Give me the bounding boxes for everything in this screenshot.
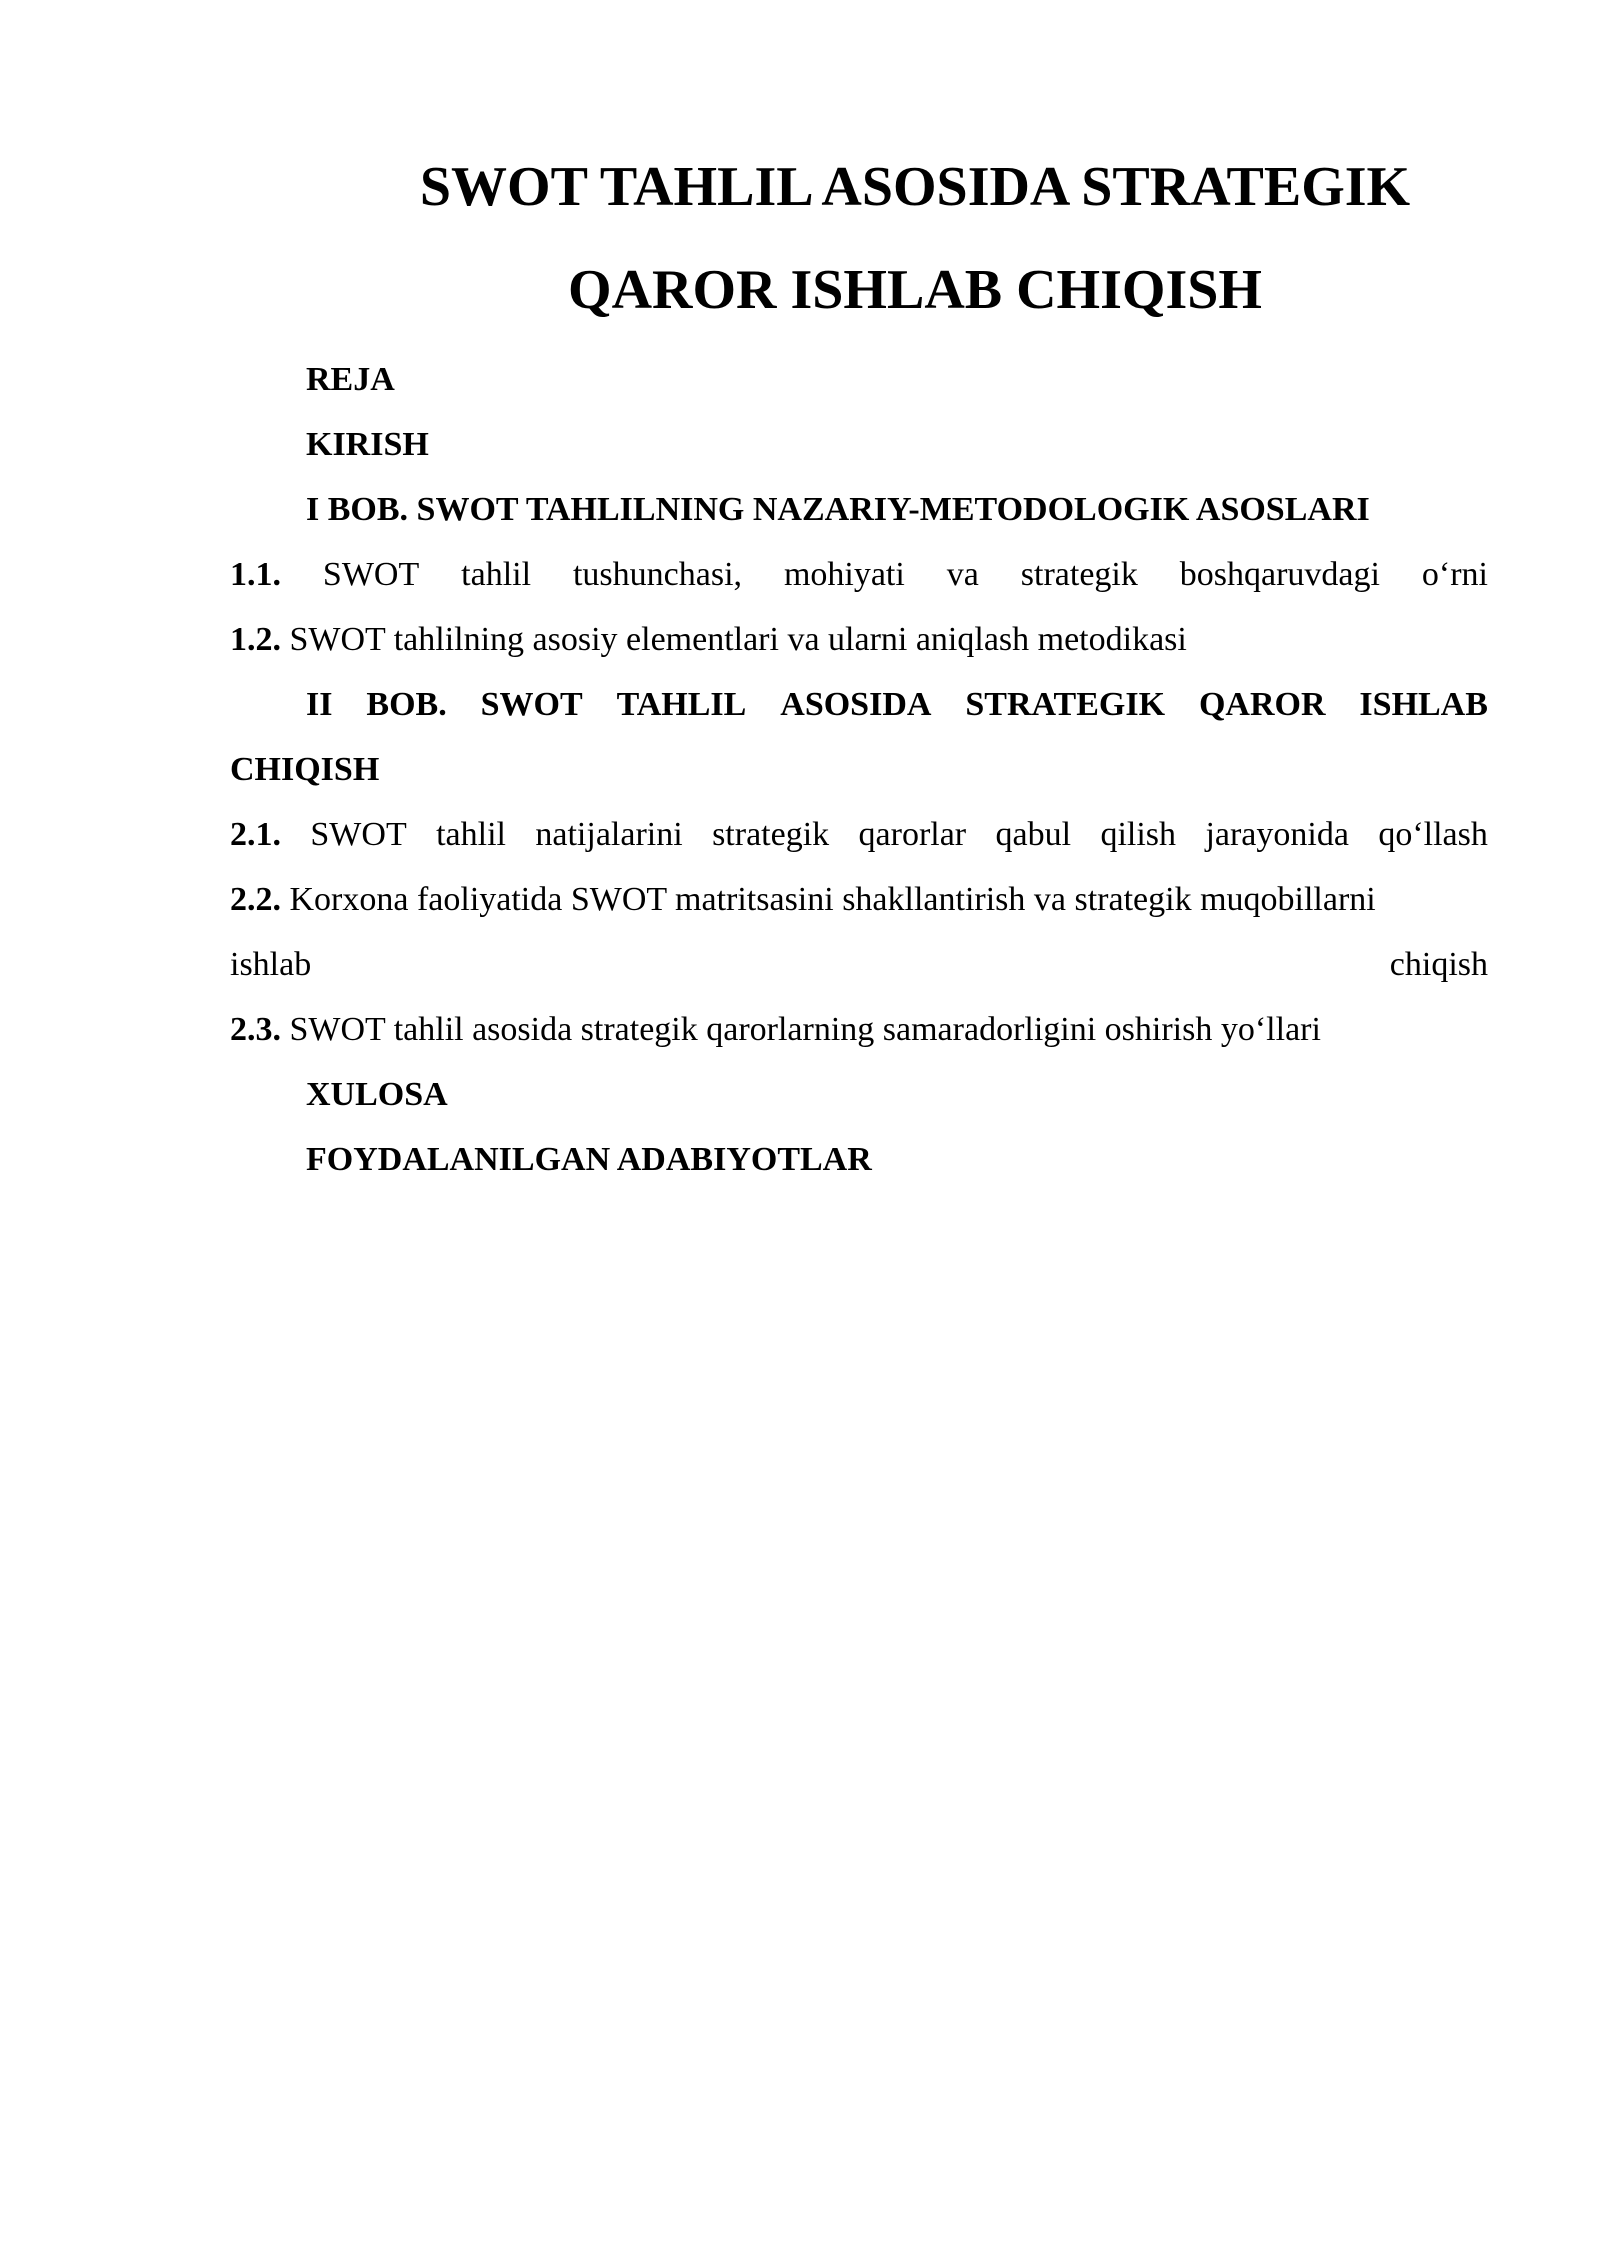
toc-chapter-1: I BOB. SWOT TAHLILNING NAZARIY-METODOLOGIK ASOSLARI <box>306 491 1370 528</box>
document-title-line-2: QAROR ISHLAB CHIQISH <box>568 259 1262 321</box>
toc-item-word: natijalarini <box>535 816 683 853</box>
toc-item-2-2 <box>230 880 1488 920</box>
toc-conclusion: XULOSA <box>306 1076 448 1113</box>
toc-item-2-1 <box>230 815 1488 855</box>
toc-item-word: chiqish <box>1389 946 1488 983</box>
toc-item-number: 2.2. <box>230 881 281 918</box>
toc-chapter-2 <box>306 685 1488 725</box>
toc-chapter-word: II <box>306 686 333 723</box>
toc-item-2-3 <box>230 1010 1488 1050</box>
toc-item-word: qabul <box>995 816 1072 853</box>
toc-item-word: qo‘llash <box>1378 816 1488 853</box>
toc-chapter-2-continued: CHIQISH <box>230 751 380 788</box>
toc-chapter-word: TAHLIL <box>616 686 747 723</box>
toc-chapter-word: STRATEGIK <box>965 686 1166 723</box>
toc-item-word: va <box>946 556 979 593</box>
toc-item-word: boshqaruvdagi <box>1179 556 1380 593</box>
toc-item-word: o‘rni <box>1421 556 1488 593</box>
toc-introduction: KIRISH <box>306 426 429 463</box>
toc-item-word: tahlil <box>436 816 506 853</box>
toc-item-text: SWOT tahlil asosida strategik qarorlarning samaradorligini oshirish yo‘llari <box>289 1011 1321 1048</box>
toc-chapter-word: QAROR <box>1198 686 1326 723</box>
toc-item-word: strategik <box>712 816 830 853</box>
toc-item-number: 1.2. <box>230 621 281 658</box>
toc-item-text: Korxona faoliyatida SWOT matritsasini shakllantirish va strategik muqobillarni <box>289 881 1376 918</box>
toc-chapter-word: BOB. <box>366 686 447 723</box>
toc-item-word: SWOT <box>322 556 420 593</box>
toc-item-word: tushunchasi, <box>572 556 743 593</box>
toc-item-number: 2.1. <box>230 816 281 853</box>
toc-chapter-word: ISHLAB <box>1359 686 1488 723</box>
document-title-line-1: SWOT TAHLIL ASOSIDA STRATEGIK <box>419 156 1411 218</box>
toc-item-number: 2.3. <box>230 1011 281 1048</box>
toc-references: FOYDALANILGAN ADABIYOTLAR <box>306 1141 872 1178</box>
toc-item-word: SWOT <box>310 816 407 853</box>
toc-item-word: jarayonida <box>1205 816 1349 853</box>
toc-item-2-2-continued <box>230 945 1488 985</box>
toc-item-word: mohiyati <box>783 556 905 593</box>
toc-item-word: qarorlar <box>858 816 967 853</box>
toc-chapter-word: ASOSIDA <box>780 686 932 723</box>
toc-item-word: tahlil <box>461 556 532 593</box>
toc-item-1-2 <box>230 620 1488 660</box>
toc-item-number: 1.1. <box>230 556 281 593</box>
toc-chapter-word: SWOT <box>480 686 583 723</box>
toc-item-word: strategik <box>1020 556 1138 593</box>
toc-item-word: qilish <box>1100 816 1177 853</box>
toc-item-word: ishlab <box>230 946 312 983</box>
plan-heading: REJA <box>306 361 395 398</box>
toc-item-1-1 <box>230 555 1488 595</box>
toc-item-text: SWOT tahlilning asosiy elementlari va ularni aniqlash metodikasi <box>289 621 1187 658</box>
